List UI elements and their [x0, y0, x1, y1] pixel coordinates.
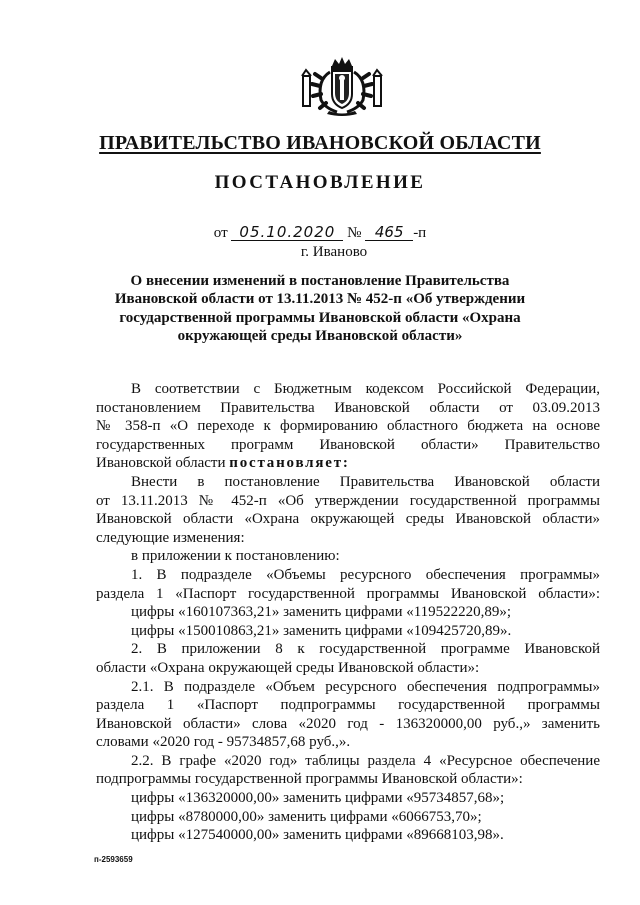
date-number-line [0, 224, 640, 242]
body-line: цифры «136320000,00» заменить цифрами «95734857,68»; [131, 790, 505, 807]
body-line [96, 454, 600, 473]
handwritten-date: 05.10.2020 [231, 224, 343, 241]
body-line: постановлением Правительства Ивановской области от 03.09.2013 [96, 399, 600, 416]
body-line: подпрограммы государственной программы Ивановской области»: [96, 771, 523, 788]
body-line: № 358-п «О переходе к формированию областного бюджета на основе [96, 418, 600, 435]
body-line: цифры «8780000,00» заменить цифрами «6066753,70»; [131, 808, 482, 825]
handwritten-number: 465 [365, 224, 413, 241]
body-line: цифры «160107363,21» заменить цифрами «119522220,89»; [131, 604, 512, 621]
body-line: раздела 1 «Паспорт подпрограммы государственной программы [96, 697, 600, 714]
body-line: Ивановской области» слова «2020 год - 136320000,00 руб.,» заменить [96, 715, 600, 732]
body-line: 2. В приложении 8 к государственной программе Ивановской [131, 641, 600, 658]
body-text: Ивановской области [96, 455, 226, 472]
subject-line: Ивановской области от 13.11.2013 № 452-п «Об утверждении [114, 291, 526, 308]
body-line: от 13.11.2013 № 452-п «Об утверждении государственной программы [96, 492, 600, 509]
body-line: раздела 1 «Паспорт государственной программы Ивановской области»: [96, 585, 600, 602]
subject-heading [100, 272, 540, 346]
body-line: 2.2. В графе «2020 год» таблицы раздела 4 «Ресурсное обеспечение [131, 752, 600, 769]
number-prefix: № [347, 225, 362, 241]
body-line: словами «2020 год - 95734857,68 руб.,». [96, 734, 351, 751]
document-code: п-2593659 [94, 855, 133, 864]
body-line: государственных программ Ивановской области» Правительство [96, 436, 600, 453]
number-suffix: -п [413, 225, 427, 241]
body-line: в приложении к постановлению: [131, 548, 340, 565]
document-type: ПОСТАНОВЛЕНИЕ [214, 172, 426, 193]
subject-line: государственной программы Ивановской области «Охрана [119, 309, 521, 326]
body-line: Внести в постановление Правительства Ивановской области [131, 473, 600, 490]
body-line: Ивановской области «Охрана окружающей среды Ивановской области» [96, 511, 600, 528]
document-body [96, 380, 600, 845]
city: г. Иваново [300, 244, 368, 260]
body-line: цифры «150010863,21» заменить цифрами «109425720,89». [131, 622, 512, 639]
subject-line: окружающей среды Ивановской области» [177, 328, 463, 345]
ivanovo-coat-of-arms-icon [299, 56, 385, 116]
government-title: ПРАВИТЕЛЬСТВО ИВАНОВСКОЙ ОБЛАСТИ [99, 132, 541, 154]
decree-word: постановляет: [229, 455, 350, 472]
body-line: 2.1. В подразделе «Объем ресурсного обеспечения подпрограммы» [131, 678, 600, 695]
subject-line: О внесении изменений в постановление Правительства [130, 273, 510, 289]
body-line: В соответствии с Бюджетным кодексом Российской Федерации, [131, 381, 600, 397]
body-line: 1. В подразделе «Объемы ресурсного обеспечения программы» [131, 566, 600, 583]
body-line: области «Охрана окружающей среды Ивановской области»: [96, 659, 480, 676]
date-prefix: от [213, 225, 228, 241]
body-line: цифры «127540000,00» заменить цифрами «89668103,98». [131, 827, 504, 844]
body-line: следующие изменения: [96, 529, 245, 546]
